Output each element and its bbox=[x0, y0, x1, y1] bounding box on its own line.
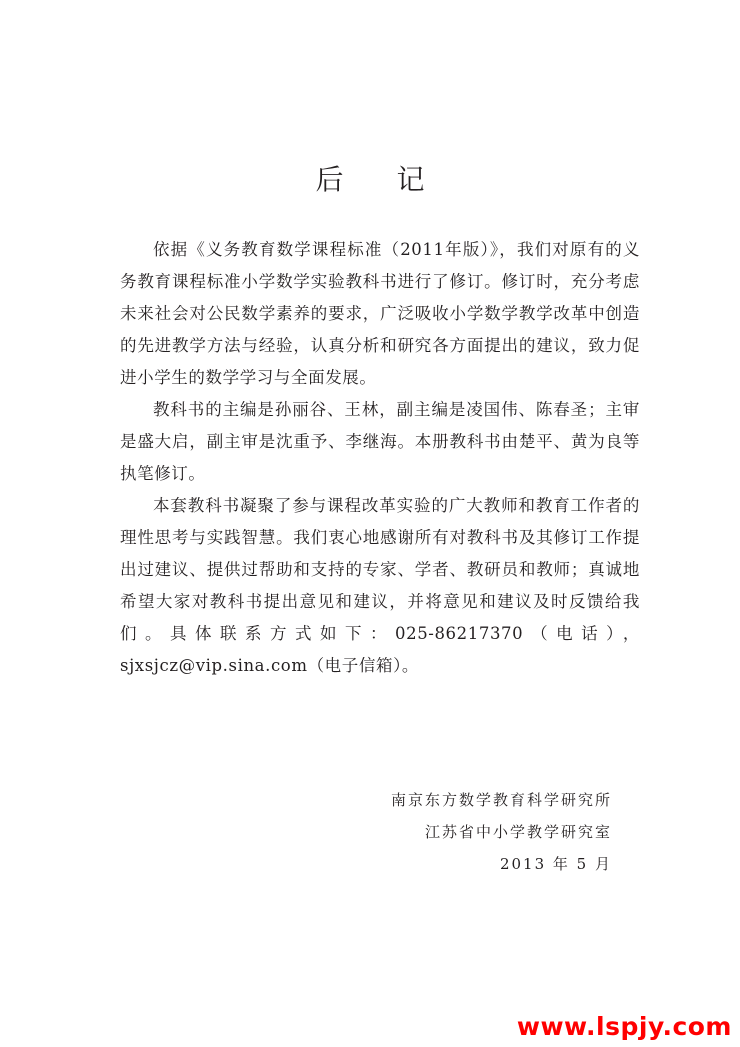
afterword-body bbox=[120, 234, 640, 682]
paragraph-acknowledgement: 本套教科书凝聚了参与课程改革实验的广大教师和教育工作者的理性思考与实践智慧。我们衷心地感谢所有对教科书及其修订工作提出过建议、提供过帮助和支持的专家、学者、教研员和教师；真诚地希望大家对教科书提出意见和建议，并将意见和建议及时反馈给我们。具体联系方式如下：025-86217370（电话），sjxsjcz@vip.sina.com（电子信箱）。 bbox=[120, 496, 640, 675]
paragraph-editors: 教科书的主编是孙丽谷、王林，副主编是凌国伟、陈春圣；主审是盛大启，副主审是沈重予、李继海。本册教科书由楚平、黄为良等执笔修订。 bbox=[120, 400, 640, 483]
page-title: 后 记 bbox=[315, 163, 447, 196]
watermark: www.lspjy.com bbox=[516, 1012, 732, 1041]
signature-org-2: 江苏省中小学教学研究室 bbox=[424, 823, 612, 841]
signature-block bbox=[391, 784, 612, 880]
paragraph-revision-basis: 依据《义务教育数学课程标准（2011年版）》，我们对原有的义务教育课程标准小学数学实验教科书进行了修订。修订时，充分考虑未来社会对公民数学素养的要求，广泛吸收小学数学教学改革中创造的先进教学方法与经验，认真分析和研究各方面提出的建议，致力促进小学生的数学学习与全面发展。 bbox=[120, 240, 640, 387]
signature-org-1: 南京东方数学教育科学研究所 bbox=[390, 791, 612, 809]
signature-date: 2013 年 5 月 bbox=[499, 855, 612, 873]
